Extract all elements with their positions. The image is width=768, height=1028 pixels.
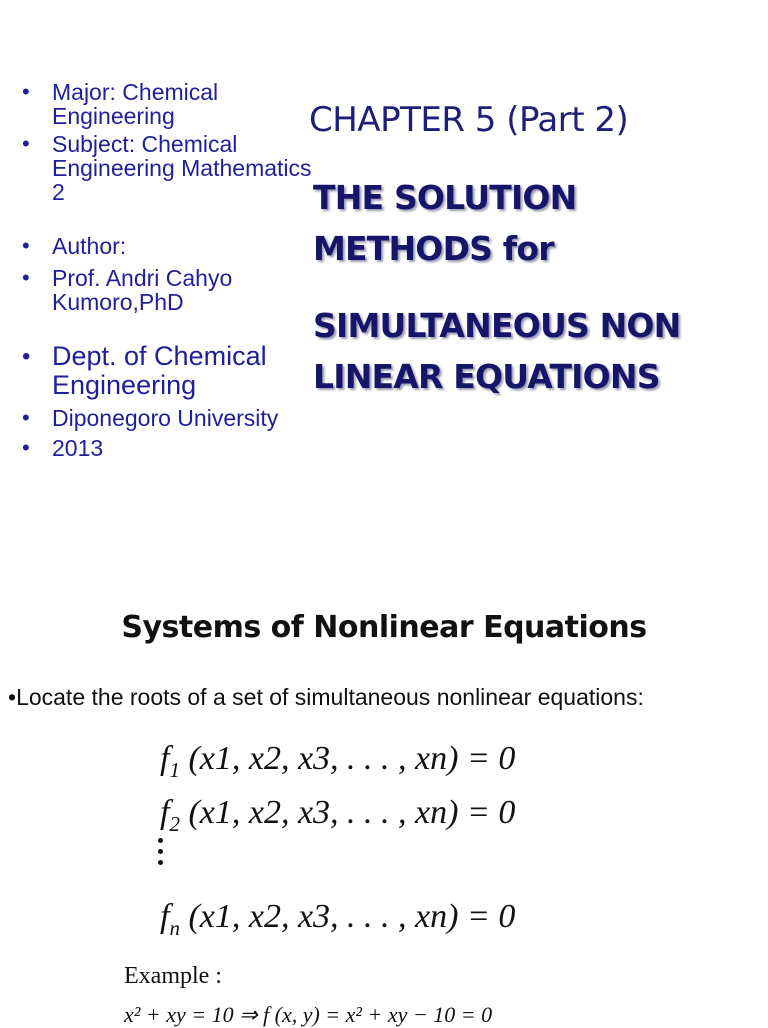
main-title-line-3: SIMULTANEOUS NON (313, 306, 681, 345)
bullet-major: • Major: Chemical Engineering (22, 80, 322, 128)
main-title-line-4: LINEAR EQUATIONS (313, 357, 660, 396)
slide-bullet: •Locate the roots of a set of simultaneous nonlinear equations: (8, 684, 644, 710)
equation-2-fn: f (160, 794, 170, 831)
info-column (22, 80, 322, 460)
chapter-title: CHAPTER 5 (Part 2) (309, 100, 629, 140)
equation-1-sub: 1 (169, 757, 180, 782)
main-title-line-2: METHODS for (313, 229, 554, 268)
equation-n (160, 898, 515, 941)
slide-bullet-text: Locate the roots of a set of simultaneous nonlinear equations: (16, 684, 644, 710)
equation-n-args: (x1, x2, x3, . . . , xn) = 0 (188, 898, 516, 935)
equation-n-sub: n (169, 915, 180, 940)
equation-1 (160, 740, 515, 783)
equation-2-args: (x1, x2, x3, . . . , xn) = 0 (188, 794, 516, 831)
equation-1-args: (x1, x2, x3, . . . , xn) = 0 (188, 740, 516, 777)
equation-2-sub: 2 (169, 811, 180, 836)
main-title-line-1: THE SOLUTION (313, 178, 577, 217)
bullet-department: • Dept. of Chemical Engineering (22, 342, 322, 400)
bullet-author-label: • Author: (22, 234, 322, 258)
bullet-subject: • Subject: Chemical Engineering Mathematics 2 (22, 132, 322, 204)
vertical-ellipsis (152, 838, 172, 871)
bullet-author-name: • Prof. Andri Cahyo Kumoro,PhD (22, 266, 322, 314)
content-slide (0, 580, 768, 1027)
equation-1-fn: f (160, 740, 170, 777)
example-equation: x² + xy = 10 ⇒ f (x, y) = x² + xy − 10 = 0 (124, 1002, 493, 1027)
bullet-university: • Diponegoro University (22, 406, 322, 430)
slide-title: Systems of Nonlinear Equations (121, 610, 647, 645)
equation-n-fn: f (160, 898, 170, 935)
bullet-year: • 2013 (22, 436, 322, 460)
example-label: Example : (124, 963, 222, 989)
equation-2 (160, 794, 515, 837)
